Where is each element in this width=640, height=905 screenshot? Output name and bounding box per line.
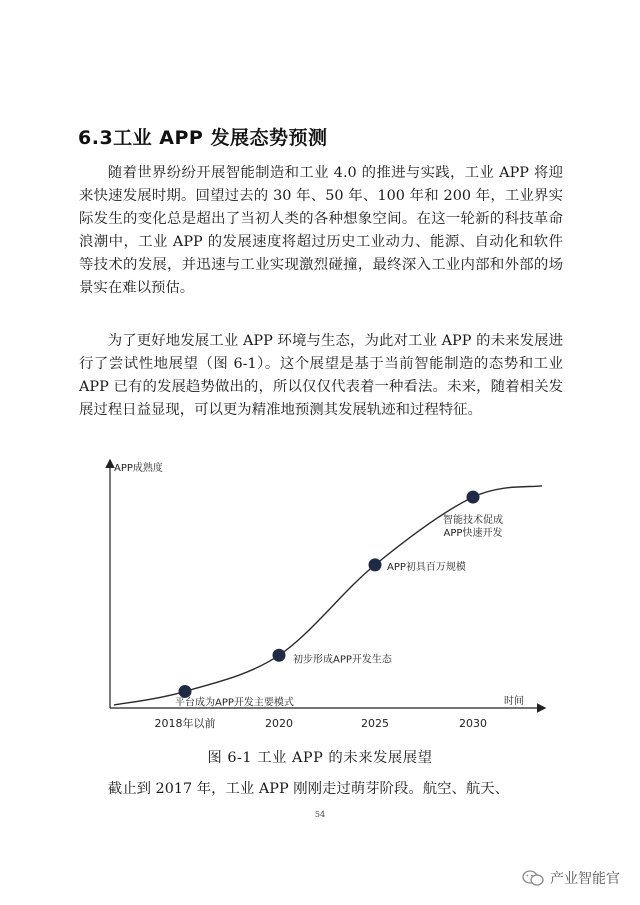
x-axis-label: 时间: [504, 696, 524, 707]
development-chart: [92, 453, 552, 743]
watermark: [522, 868, 620, 888]
paragraph-3: 截止到 2017 年，工业 APP 刚刚走过萌芽阶段。航空、航天、: [107, 781, 510, 797]
milestone-marker: [179, 685, 192, 698]
milestone-label: 初步形成APP开发生态: [293, 654, 392, 666]
milestone-label: 智能技术促成 APP快速开发: [443, 515, 503, 540]
milestone-marker: [273, 649, 286, 662]
x-tick-label: 2020: [265, 717, 293, 730]
chart-svg: [92, 453, 552, 743]
paragraph-1: 随着世界纷纷开展智能制造和工业 4.0 的推进与实践，工业 APP 将迎来快速发展时期。回望过去的 30 年、50 年、100 年和 200 年，工业界实际发生的变化总是超出了当初人类的各种想象空间。在这一轮新的科技革命浪潮中，工业 APP 的发展速度将超过历史工业动力、能源、自动化和软件等技术的发展，并迅速与工业实现激烈碰撞，最终深入工业内部和外部的场景实在难以预估。: [79, 165, 563, 296]
paragraph-2: 为了更好地发展工业 APP 环境与生态，为此对工业 APP 的未来发展进行了尝试性地展望（图 6-1）。这个展望是基于当前智能制造的态势和工业 APP 已有的发展趋势做出的，所以仅仅代表着一种看法。未来，随着相关发展过程日益显现，可以更为精准地预测其发展轨迹和过程特征。: [79, 333, 563, 418]
y-axis-label: APP成熟度: [114, 463, 163, 474]
section-heading: 6.3工业 APP 发展态势预测: [78, 127, 328, 149]
milestone-marker: [467, 491, 480, 504]
x-tick-label: 2030: [459, 717, 487, 730]
watermark-text: 产业智能官: [550, 871, 620, 887]
page-number: 54: [314, 810, 326, 819]
figure-caption: 图 6-1 工业 APP 的未来发展展望: [207, 750, 433, 766]
x-tick-label: 2018年以前: [154, 717, 216, 730]
milestone-label: 平台成为APP开发主要模式: [175, 697, 294, 709]
milestone-marker: [369, 558, 382, 571]
x-tick-label: 2025: [361, 717, 389, 730]
wechat-icon: [522, 869, 544, 887]
milestone-label: APP初具百万规模: [387, 561, 466, 573]
